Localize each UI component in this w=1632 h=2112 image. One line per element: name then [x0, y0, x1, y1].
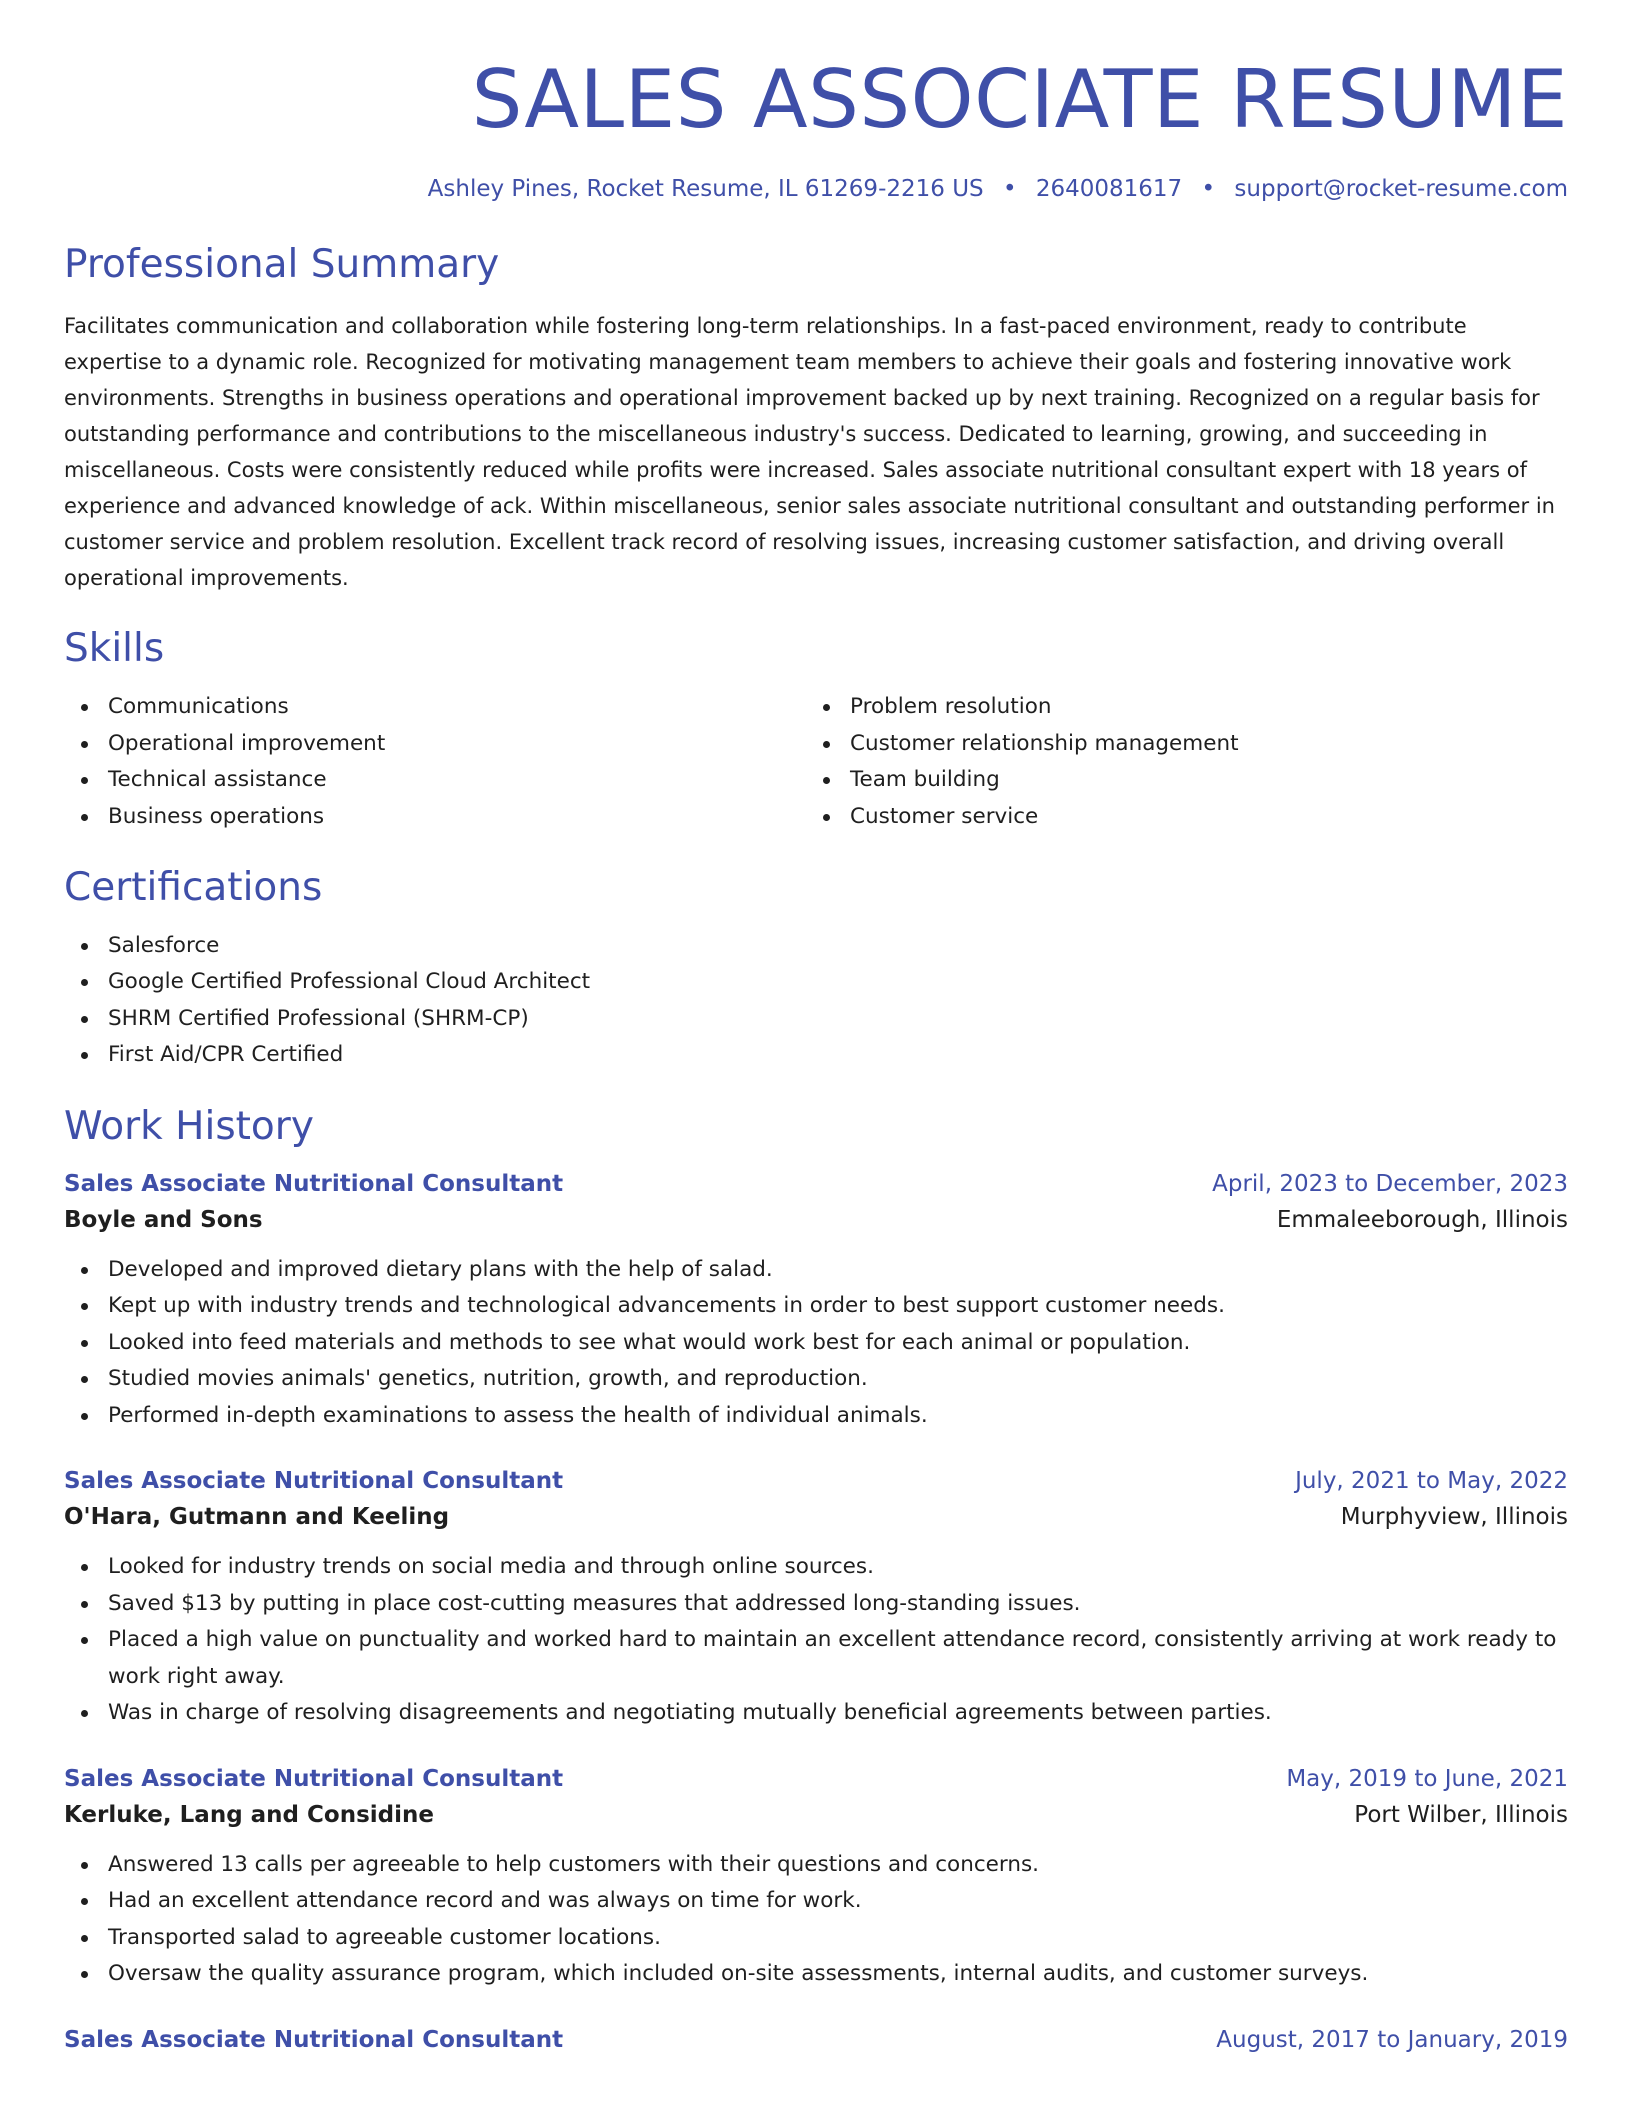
job-company-row — [64, 1201, 1568, 1239]
skills-grid — [64, 689, 1568, 835]
job-bullet: Oversaw the quality assurance program, which included on-site assessments, internal audits, and customer surveys. — [64, 1956, 1568, 1993]
skills-list-left — [64, 689, 806, 835]
job-bullet: Was in charge of resolving disagreements and negotiating mutually beneficial agreements between parties. — [64, 1695, 1568, 1732]
work-history-list — [64, 1167, 1568, 2057]
contact-line — [64, 176, 1568, 204]
job-bullet: Performed in-depth examinations to assess the health of individual animals. — [64, 1398, 1568, 1435]
summary-text: Facilitates communication and collaboration while fostering long-term relationships. In a fast-paced environment, ready to contribute expertise to a dynamic role. Recognized for motivating management team members to achieve their goals and fostering innovative work environments. Strengths in business operations and operational improvement backed up by next training. Recognized on a regular basis for outstanding performance and contributions to the miscellaneous industry's success. Dedicated to learning, growing, and succeeding in miscellaneous. Costs were consistently reduced while profits were increased. Sales associate nutritional consultant expert with 18 years of experience and advanced knowledge of ack. Within miscellaneous, senior sales associate nutritional consultant and outstanding performer in customer service and problem resolution. Excellent track record of resolving issues, increasing customer satisfaction, and driving overall operational improvements. — [64, 314, 1555, 591]
job-entry — [64, 1464, 1568, 1732]
job-location: Port Wilber, Illinois — [1354, 1801, 1568, 1828]
contact-email[interactable]: support@rocket-resume.com — [1234, 176, 1568, 202]
job-header-row — [64, 1762, 1568, 1796]
job-company: Boyle and Sons — [64, 1206, 263, 1233]
job-header-row — [64, 1167, 1568, 1201]
resume-title: SALES ASSOCIATE RESUME — [471, 53, 1568, 146]
job-bullet-list — [64, 1847, 1568, 1993]
job-bullet: Developed and improved dietary plans with the help of salad. — [64, 1252, 1568, 1289]
contact-separator: • — [1201, 176, 1216, 202]
certification-item: First Aid/CPR Certified — [64, 1037, 1568, 1074]
job-dates: April, 2023 to December, 2023 — [1212, 1170, 1568, 1197]
certification-item: Google Certified Professional Cloud Architect — [64, 964, 1568, 1001]
job-title: Sales Associate Nutritional Consultant — [64, 1170, 564, 1197]
work-history-heading: Work History — [64, 1103, 314, 1149]
skill-item: Customer relationship management — [806, 726, 1548, 763]
skill-item: Operational improvement — [64, 726, 806, 763]
job-bullet: Answered 13 calls per agreeable to help customers with their questions and concerns. — [64, 1847, 1568, 1884]
skill-item: Problem resolution — [806, 689, 1548, 726]
job-company: Kerluke, Lang and Considine — [64, 1801, 434, 1828]
job-title: Sales Associate Nutritional Consultant — [64, 2026, 564, 2053]
skill-item: Business operations — [64, 799, 806, 836]
job-bullet: Transported salad to agreeable customer locations. — [64, 1920, 1568, 1957]
certifications-heading: Certifications — [64, 865, 323, 911]
job-bullet: Placed a high value on punctuality and worked hard to maintain an excellent attendance record, consistently arriving at work ready to work right away. — [64, 1622, 1568, 1695]
job-dates: May, 2019 to June, 2021 — [1286, 1765, 1568, 1792]
job-title: Sales Associate Nutritional Consultant — [64, 1765, 564, 1792]
job-entry — [64, 1762, 1568, 1993]
job-location: Murphyview, Illinois — [1340, 1504, 1568, 1531]
skill-item: Technical assistance — [64, 762, 806, 799]
job-dates: August, 2017 to January, 2019 — [1216, 2026, 1568, 2053]
job-bullet: Looked into feed materials and methods to see what would work best for each animal or population. — [64, 1325, 1568, 1362]
job-company-row — [64, 1796, 1568, 1834]
skill-item: Communications — [64, 689, 806, 726]
skill-item: Team building — [806, 762, 1548, 799]
job-header-row — [64, 1464, 1568, 1498]
summary-heading: Professional Summary — [64, 241, 500, 287]
contact-phone: 2640081617 — [1035, 176, 1183, 202]
job-bullet: Had an excellent attendance record and was always on time for work. — [64, 1883, 1568, 1920]
job-bullet: Saved $13 by putting in place cost-cutting measures that addressed long-standing issues. — [64, 1586, 1568, 1623]
job-company-row — [64, 1498, 1568, 1536]
job-entry — [64, 2023, 1568, 2057]
job-bullet: Kept up with industry trends and technological advancements in order to best support customer needs. — [64, 1288, 1568, 1325]
job-bullet: Looked for industry trends on social media and through online sources. — [64, 1549, 1568, 1586]
resume-page — [64, 0, 1568, 2057]
certifications-list — [64, 928, 1568, 1074]
job-bullet-list — [64, 1549, 1568, 1732]
skill-item: Customer service — [806, 799, 1548, 836]
job-company: O'Hara, Gutmann and Keeling — [64, 1504, 450, 1531]
skills-list-right — [806, 689, 1548, 835]
job-location: Emmaleeborough, Illinois — [1276, 1206, 1568, 1233]
skills-heading: Skills — [64, 626, 165, 672]
job-bullet-list — [64, 1252, 1568, 1435]
certification-item: SHRM Certified Professional (SHRM-CP) — [64, 1001, 1568, 1038]
contact-address: Ashley Pines, Rocket Resume, IL 61269-2216 US — [427, 176, 984, 202]
job-title: Sales Associate Nutritional Consultant — [64, 1468, 564, 1495]
job-dates: July, 2021 to May, 2022 — [1295, 1468, 1568, 1495]
job-entry — [64, 1167, 1568, 1435]
certification-item: Salesforce — [64, 928, 1568, 965]
job-header-row — [64, 2023, 1568, 2057]
contact-separator: • — [1002, 176, 1017, 202]
job-bullet: Studied movies animals' genetics, nutrition, growth, and reproduction. — [64, 1361, 1568, 1398]
